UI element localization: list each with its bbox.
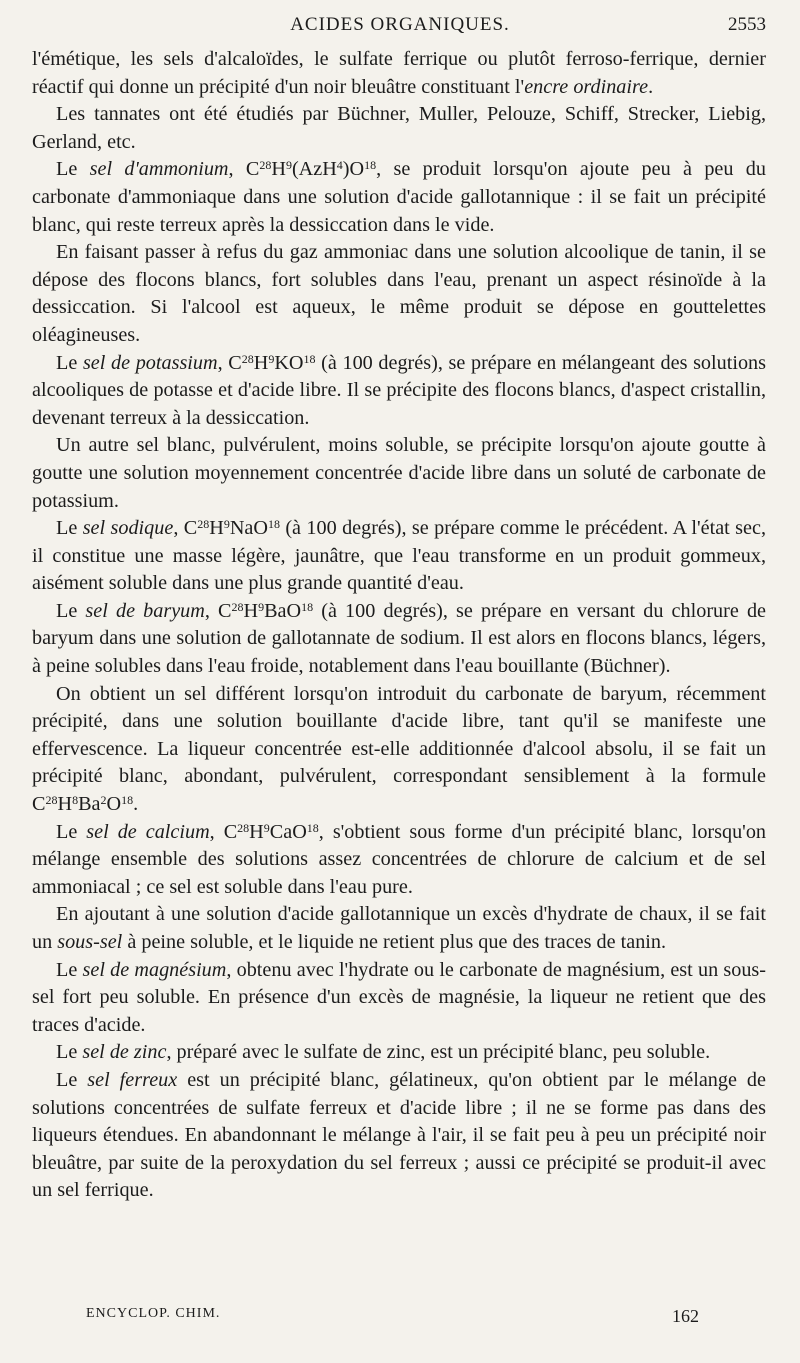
- text-run: CaO: [269, 820, 307, 843]
- formula-superscript: 28: [231, 599, 244, 614]
- formula-superscript: 9: [263, 820, 270, 835]
- paragraph: [32, 819, 766, 902]
- formula-superscript: 8: [72, 793, 79, 808]
- page-number: 2553: [728, 14, 766, 35]
- formula-superscript: 9: [258, 599, 265, 614]
- text-run: Le: [56, 599, 86, 622]
- paragraph: [32, 1067, 766, 1205]
- text-run: H: [271, 158, 286, 181]
- paragraph: [32, 239, 766, 349]
- formula-superscript: 2: [100, 793, 107, 808]
- paragraph: [32, 156, 766, 239]
- italic-term: sel de baryum: [85, 599, 205, 622]
- text-run: O: [106, 793, 122, 816]
- italic-term: encre ordinaire: [524, 75, 649, 98]
- text-run: Un autre sel blanc, pulvérulent, moins soluble, se précipite lorsqu'on ajoute goutte à goutte une solution moyennement concentrée d'acide libre dans un soluté de carbonate de potassium.: [32, 434, 766, 512]
- formula-superscript: 18: [303, 351, 316, 366]
- text-run: Le: [56, 1068, 88, 1091]
- running-head: [0, 14, 800, 42]
- formula-superscript: 18: [267, 517, 280, 532]
- paragraph: [32, 901, 766, 956]
- italic-term: sel de zinc: [82, 1041, 167, 1064]
- formula-superscript: 28: [241, 351, 254, 366]
- formula-superscript: 9: [223, 517, 230, 532]
- paragraph: [32, 46, 766, 101]
- text-run: H: [243, 599, 259, 622]
- formula-superscript: 18: [301, 599, 314, 614]
- text-run: H: [253, 351, 269, 374]
- text-run: Le: [56, 158, 90, 181]
- text-run: Le: [56, 517, 83, 540]
- text-run: .: [648, 75, 654, 98]
- italic-term: sel d'ammonium: [89, 158, 229, 181]
- text-run: )O: [342, 158, 365, 181]
- page-footer: [0, 1306, 800, 1332]
- formula-superscript: 18: [364, 158, 377, 173]
- text-run: est un précipité blanc, gélatineux, qu'on obtient par le mélange de solutions concentrées de sulfate ferreux et d'acide libre ; il ne se forme pas dans des liqueurs étendues. En abandonnant le mélange à l'air, il se fait peu à peu un précipité noir bleuâtre, par suite de la peroxydation du sel ferreux ; aussi ce précipité se produit-il avec un sel ferrique.: [32, 1068, 766, 1202]
- formula-superscript: 28: [237, 820, 250, 835]
- text-run: Les tannates ont été étudiés par Büchner, Muller, Pelouze, Schiff, Strecker, Liebig, Gerland, etc.: [32, 103, 766, 153]
- text-run: , obtenu avec l'hydrate ou le carbonate de magnésium, est un sous-sel fort peu soluble. En présence d'un excès de magnésie, la liqueur ne retient que des traces d'acide.: [32, 958, 766, 1036]
- text-run: Le: [56, 1041, 83, 1064]
- formula-superscript: 9: [268, 351, 275, 366]
- signature-mark: ENCYCLOP. CHIM.: [86, 1306, 221, 1321]
- text-run: KO: [274, 351, 304, 374]
- text-run: H: [209, 517, 224, 540]
- paragraph: [32, 598, 766, 681]
- text-run: , C: [228, 158, 260, 181]
- text-run: On obtient un sel différent lorsqu'on introduit du carbonate de baryum, récemment précipité, dans une solution bouillante d'acide libre, tant qu'il se manifeste une effervescence. La liqueur concentrée est-elle additionnée d'alcool absolu, il se fait un précipité blanc, abondant, pulvérulent, correspondant sensiblement à la formule C: [32, 682, 766, 816]
- text-run: , C: [217, 351, 242, 374]
- text-run: à peine soluble, et le liquide ne retient plus que des traces de tanin.: [122, 931, 667, 953]
- text-run: (à 100 degrés), se prépare en mélangeant des solutions alcooliques de potasse et d'acide libre. Il se précipite des flocons blancs, d'aspect cristallin, devenant terreux à la dessiccation.: [32, 351, 766, 429]
- italic-term: sel de potassium: [82, 351, 218, 374]
- text-run: .: [133, 793, 139, 816]
- text-run: Le: [56, 958, 83, 981]
- sheet-number: 162: [672, 1306, 699, 1326]
- italic-term: sel ferreux: [87, 1068, 178, 1091]
- text-run: En faisant passer à refus du gaz ammoniac dans une solution alcoolique de tanin, il se dépose des flocons blancs, fort solubles dans l'eau, prenant un aspect résinoïde à la dessiccation. Si l'alcool est aqueux, le même produit se dépose en gouttelettes oléagineuses.: [32, 241, 766, 346]
- formula-superscript: 28: [197, 517, 210, 532]
- formula-superscript: 28: [45, 793, 58, 808]
- paragraph: [32, 515, 766, 598]
- text-run: H: [249, 820, 264, 843]
- body-text: [32, 46, 766, 1205]
- text-run: , s'obtient sous forme d'un précipité blanc, lorsqu'on mélange ensemble des solutions assez concentrées de chlorure de calcium et de sel ammoniacal ; ce sel est soluble dans l'eau pure.: [32, 820, 767, 898]
- italic-term: sel de calcium: [86, 820, 210, 843]
- text-run: Ba: [78, 793, 101, 816]
- text-run: , C: [209, 820, 238, 843]
- text-run: (à 100 degrés), se prépare comme le précédent. A l'état sec, il constitue une masse légère, jaunâtre, que l'eau transforme en un produit gommeux, aisément soluble dans une plus grande quantité d'eau.: [32, 517, 767, 595]
- paragraph: [32, 1039, 766, 1067]
- text-run: l'émétique, les sels d'alcaloïdes, le sulfate ferrique ou plutôt ferroso-ferrique, dernier réactif qui donne un précipité d'un noir bleuâtre constituant l': [32, 48, 766, 98]
- text-run: H: [57, 793, 73, 816]
- formula-superscript: 4: [336, 158, 343, 173]
- paragraph: [32, 101, 766, 156]
- formula-superscript: 9: [285, 158, 292, 173]
- text-run: , C: [173, 517, 198, 540]
- paragraph: [32, 350, 766, 433]
- italic-term: sous-sel: [57, 931, 123, 953]
- text-run: BaO: [264, 599, 302, 622]
- running-title: ACIDES ORGANIQUES.: [290, 14, 510, 35]
- formula-superscript: 28: [259, 158, 272, 173]
- text-run: NaO: [229, 517, 268, 540]
- formula-superscript: 18: [306, 820, 319, 835]
- text-run: En ajoutant à une solution d'acide gallotannique un excès d'hydrate de chaux, il se fait un: [32, 903, 766, 953]
- paragraph: [32, 432, 766, 515]
- text-run: (à 100 degrés), se prépare en versant du chlorure de baryum dans une solution de gallotannate de sodium. Il est alors en flocons blancs, légers, à peine solubles dans l'eau froide, notablement dans l'eau bouillante (Büchner).: [32, 599, 766, 678]
- paragraph: [32, 681, 766, 819]
- text-run: , préparé avec le sulfate de zinc, est un précipité blanc, peu soluble.: [166, 1041, 711, 1064]
- text-run: , se produit lorsqu'on ajoute peu à peu du carbonate d'ammoniaque dans une solution d'acide gallotannique : il se fait un précipité blanc, qui reste terreux après la dessiccation dans le vide.: [32, 158, 766, 236]
- paragraph: [32, 957, 766, 1040]
- text-run: , C: [204, 599, 232, 622]
- formula-superscript: 18: [121, 793, 134, 808]
- italic-term: sel de magnésium: [82, 958, 227, 981]
- text-run: Le: [56, 351, 83, 374]
- text-run: Le: [56, 820, 87, 843]
- text-run: (AzH: [291, 158, 337, 181]
- italic-term: sel sodique: [82, 517, 174, 540]
